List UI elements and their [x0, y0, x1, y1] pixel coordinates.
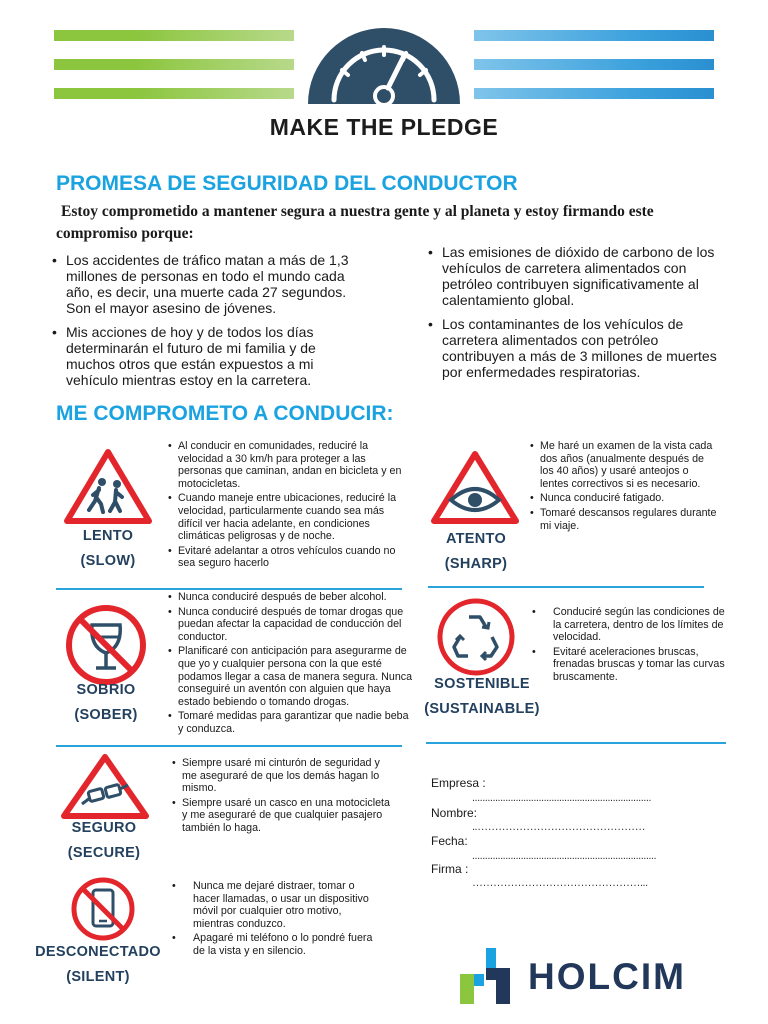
list-item: • Siempre usaré un casco en una motocicleta y me aseguraré de que cualquier pasajero también lo haga.: [172, 797, 394, 835]
divider: [428, 586, 704, 588]
no-alcohol-icon: [64, 603, 148, 687]
category-label-sobrio: [56, 678, 156, 728]
list-item: • Siempre usaré mi cinturón de seguridad y me aseguraré de que los demás hagan lo mismo.: [172, 757, 394, 795]
category-label-sostenible: [420, 672, 544, 722]
blue-stripe: [474, 30, 714, 41]
list-item: • Conduciré según las condiciones de la carretera, dentro de los límites de velocidad.: [532, 606, 732, 644]
category-label-lento: [58, 524, 158, 574]
list-item: • Evitaré aceleraciones bruscas, frenadas bruscas y tomar las curvas bruscamente.: [532, 646, 732, 684]
page-title: PROMESA DE SEGURIDAD DEL CONDUCTOR: [56, 172, 518, 195]
brand-name: HOLCIM: [528, 956, 686, 997]
category-name: ATENTO: [445, 531, 507, 547]
list-item: • Los contaminantes de los vehículos de carretera alimentados con petróleo contribuyen a más de 3 millones de muertes por enfermedades respiratorias.: [428, 316, 720, 380]
blue-stripe: [474, 59, 714, 70]
category-subname: (SOBER): [74, 707, 138, 723]
category-name: DESCONECTADO: [35, 944, 161, 960]
list-item: • Tomaré descansos regulares durante mi viaje.: [530, 507, 720, 532]
list-item: • Nunca me dejaré distraer, tomar o hacer llamadas, o usar un dispositivo móvil por cualquier otro motivo, mientras conduzco.: [172, 880, 382, 930]
list-item: • Las emisiones de dióxido de carbono de los vehículos de carretera alimentados con petróleo contribuyen significativamente al calentamiento global.: [428, 244, 720, 308]
reasons-right-list: [428, 244, 720, 388]
list-item: • Cuando maneje entre ubicaciones, reduciré la velocidad, particularmente cuando sea más difícil ver hacia adelante, en condiciones climáticas peligrosas y de noche.: [168, 492, 408, 542]
pledge-title: MAKE THE PLEDGE: [269, 114, 499, 140]
green-stripe: [54, 88, 294, 99]
category-name: SOBRIO: [76, 682, 136, 698]
list-item: • Tomaré medidas para garantizar que nadie beba y conduzca.: [168, 710, 416, 735]
divider: [56, 588, 402, 590]
list-item: • Nunca conduciré después de tomar drogas que puedan afectar la capacidad de conducción del conductor.: [168, 606, 416, 644]
list-item: • Nunca conduciré fatigado.: [530, 492, 720, 505]
divider: [426, 742, 726, 744]
category-subname: (SLOW): [80, 553, 136, 569]
list-item: • Mis acciones de hoy y de todos los días determinarán el futuro de mi familia y de muchos otros que están expuestos a mi vehículo mientras estoy en la carretera.: [52, 324, 357, 388]
category-subname: (SECURE): [67, 845, 141, 861]
category-name: SOSTENIBLE: [434, 676, 530, 692]
form-field-nombre[interactable]: ..…………………………………………: [472, 821, 646, 833]
category-name: SEGURO: [71, 820, 137, 836]
category-subname: (SILENT): [66, 969, 130, 985]
list-item: • Evitaré adelantar a otros vehículos cuando no sea seguro hacerlo: [168, 545, 408, 570]
blue-stripe: [474, 88, 714, 99]
sostenible-list: [532, 606, 732, 686]
atento-list: [530, 440, 720, 534]
pedestrians-warning-icon: [63, 446, 153, 526]
intro-text-content: Estoy comprometido a mantener segura a nuestra gente y al planeta y estoy firmando este compromiso porque:: [56, 203, 654, 242]
list-item: • Me haré un examen de la vista cada dos años (anualmente después de los 40 años) y usaré anteojos o lentes correctivos si es necesario.: [530, 440, 720, 490]
form-field-empresa[interactable]: ......................................................................: [472, 792, 651, 804]
form-label-fecha: Fecha:: [431, 834, 468, 848]
form-label-firma: Firma :: [431, 862, 469, 876]
divider: [56, 745, 402, 747]
category-label-desconectado: [28, 940, 168, 990]
green-stripe: [54, 59, 294, 70]
reasons-left-list: [52, 252, 357, 396]
lento-list: [168, 440, 408, 572]
seatbelt-warning-icon: [58, 752, 152, 820]
form-field-fecha[interactable]: ........................................................................: [472, 850, 657, 862]
form-field-firma[interactable]: …………………………………………...: [472, 877, 648, 889]
sobrio-list: [168, 591, 416, 738]
form-label-nombre: Nombre:: [431, 806, 478, 820]
category-subname: (SHARP): [444, 556, 508, 572]
holcim-logo-icon: [456, 946, 514, 1006]
recycle-icon: [436, 597, 516, 677]
green-stripe: [54, 30, 294, 41]
desconectado-list: [172, 880, 382, 960]
section-title: ME COMPROMETO A CONDUCIR:: [56, 402, 394, 425]
seguro-list: [172, 757, 394, 837]
intro-text: [56, 201, 716, 245]
form-label-empresa: Empresa :: [431, 776, 486, 790]
list-item: • Al conducir en comunidades, reduciré la velocidad a 30 km/h para proteger a las personas que caminan, andan en bicicleta y en motocicletas.: [168, 440, 408, 490]
list-item: • Nunca conduciré después de beber alcohol.: [168, 591, 416, 604]
category-label-seguro: [54, 816, 154, 866]
list-item: • Apagaré mi teléfono o lo pondré fuera de la vista y en silencio.: [172, 932, 382, 957]
category-subname: (SUSTAINABLE): [424, 701, 540, 717]
list-item: • Planificaré con anticipación para asegurarme de que yo y cualquier persona con la que esté podamos llegar a casa de manera segura. Nunca conseguiré un aventón con alguien que haya estado bebiendo o tomando drogas.: [168, 645, 416, 708]
no-phone-icon: [70, 876, 136, 942]
list-item: • Los accidentes de tráfico matan a más de 1,3 millones de personas en todo el mundo cada año, es decir, una muerte cada 27 segundos. Son el mayor asesino de jóvenes.: [52, 252, 357, 316]
category-label-atento: [426, 527, 526, 577]
eye-warning-icon: [429, 448, 521, 526]
speedometer-icon: [306, 20, 462, 106]
category-name: LENTO: [82, 528, 134, 544]
